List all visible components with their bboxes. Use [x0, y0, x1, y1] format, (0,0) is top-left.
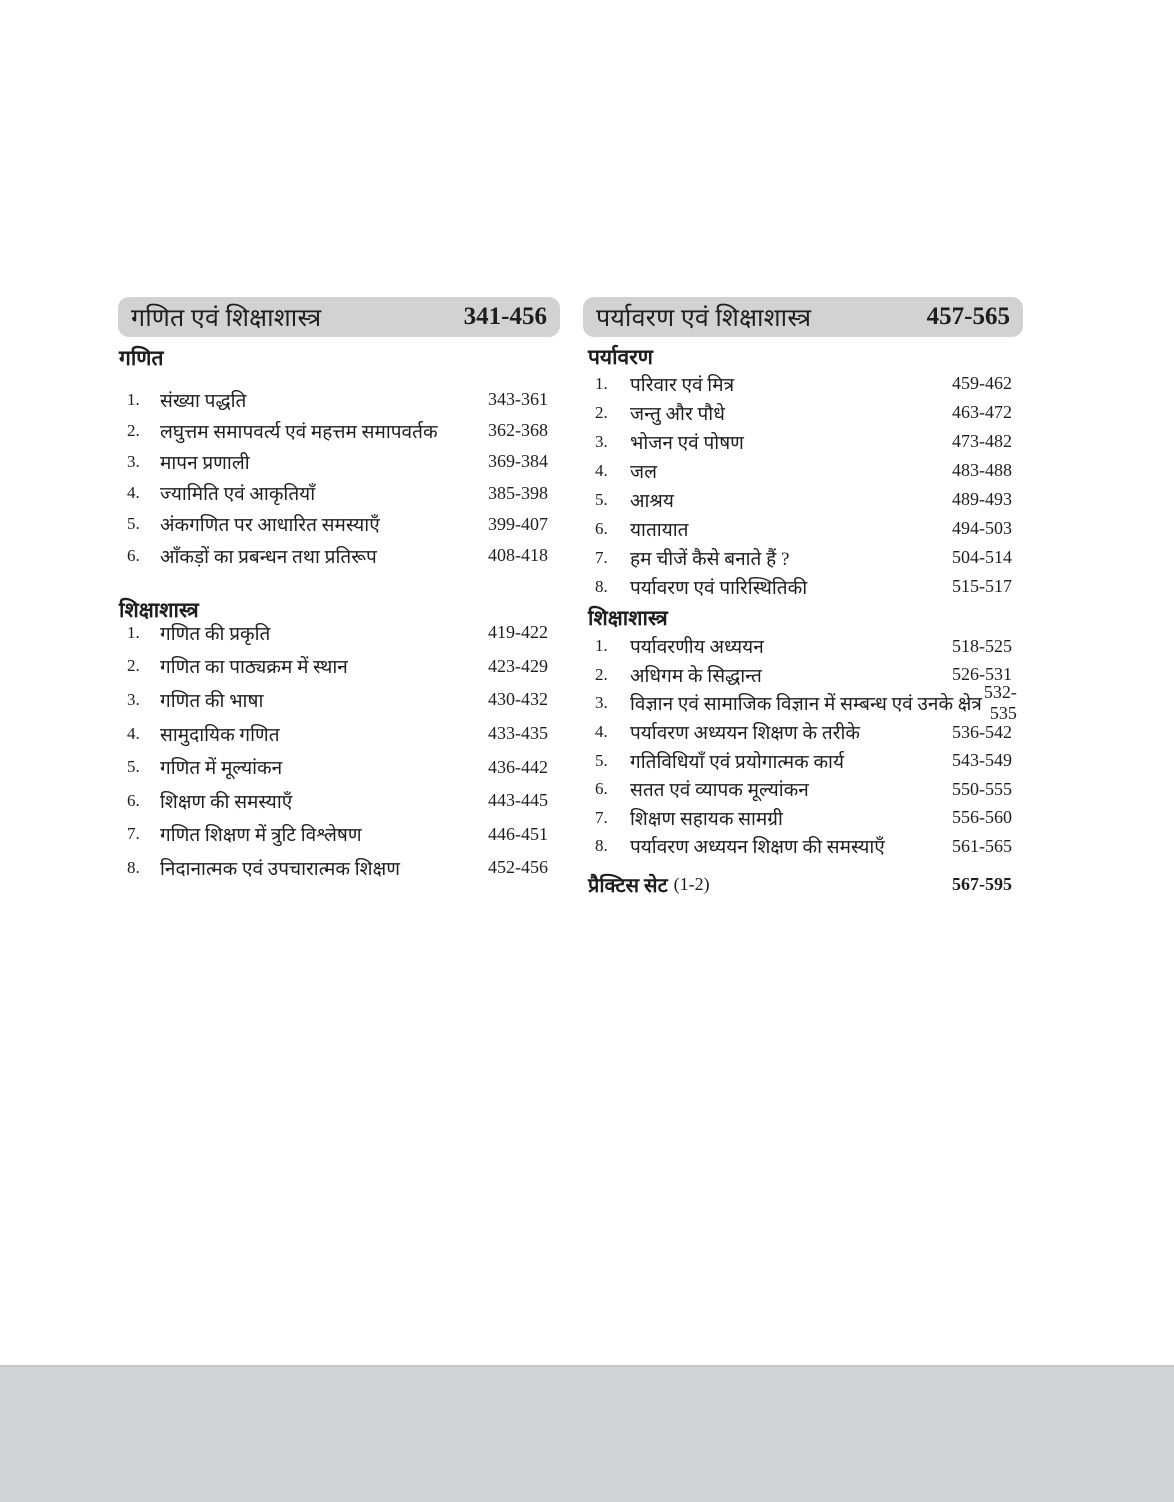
item-page-range: 443-445 [488, 790, 548, 811]
item-number: 5. [595, 489, 608, 509]
item-page-range: 494-503 [952, 518, 1012, 538]
left-header-page-range: 341-456 [463, 303, 547, 330]
item-number: 4. [595, 722, 608, 742]
item-number: 3. [595, 431, 608, 451]
item-title: हम चीजें कैसे बनाते हैं ? [630, 548, 790, 570]
toc-item [595, 632, 1012, 661]
toc-item [127, 384, 548, 415]
item-page-range: 343-361 [488, 389, 548, 410]
right-header-page-range: 457-565 [926, 303, 1010, 330]
practice-set-row [588, 869, 1012, 899]
toc-item [595, 514, 1012, 543]
left-section2-list [127, 616, 548, 885]
item-page-range: 504-514 [952, 547, 1012, 567]
toc-item [595, 427, 1012, 456]
item-number: 4. [127, 483, 140, 503]
item-title: सामुदायिक गणित [160, 724, 280, 746]
item-page-range: 452-456 [488, 857, 548, 878]
item-number: 6. [595, 518, 608, 538]
item-number: 7. [595, 547, 608, 567]
toc-item [127, 750, 548, 784]
item-page-range: 430-432 [488, 689, 548, 710]
item-title: लघुत्तम समापवर्त्य एवं महत्तम समापवर्तक [160, 421, 438, 443]
item-number: 4. [595, 460, 608, 480]
item-page-range: 369-384 [488, 451, 548, 472]
item-page-range: 489-493 [952, 489, 1012, 509]
item-title: संख्या पद्धति [160, 390, 247, 412]
item-number: 2. [595, 402, 608, 422]
item-number: 6. [127, 790, 140, 810]
practice-set-label: प्रैक्टिस सेट [588, 874, 668, 897]
item-page-range: 515-517 [952, 576, 1012, 596]
item-title: भोजन एवं पोषण [630, 432, 744, 454]
item-page-range: 536-542 [952, 721, 1012, 742]
item-title: ज्यामिति एवं आकृतियाँ [160, 484, 316, 506]
item-title: गणित का पाठ्यक्रम में स्थान [160, 657, 348, 679]
item-title: मापन प्रणाली [160, 452, 250, 474]
right-section1-heading: पर्यावरण [588, 345, 653, 369]
toc-item [595, 661, 1012, 690]
toc-item [595, 543, 1012, 572]
item-title: शिक्षण सहायक सामग्री [630, 808, 783, 830]
toc-item [127, 683, 548, 717]
left-column-header [118, 297, 560, 337]
item-number: 5. [595, 750, 608, 770]
item-number: 8. [595, 836, 608, 856]
item-number: 2. [595, 664, 608, 684]
left-section1-heading: गणित [119, 346, 164, 370]
item-number: 3. [127, 689, 140, 709]
item-title: गणित की प्रकृति [160, 623, 271, 645]
toc-item [127, 616, 548, 650]
item-page-range: 362-368 [488, 420, 548, 441]
item-title: विज्ञान एवं सामाजिक विज्ञान में सम्बन्ध एवं उनके क्षेत्र [630, 694, 982, 716]
item-number: 1. [595, 373, 608, 393]
toc-item [127, 717, 548, 751]
item-number: 7. [595, 807, 608, 827]
item-title: आँकड़ों का प्रबन्धन तथा प्रतिरूप [160, 546, 377, 568]
toc-item [595, 718, 1012, 747]
item-title: गणित में मूल्यांकन [160, 758, 283, 780]
toc-item [595, 398, 1012, 427]
item-page-range: 408-418 [488, 545, 548, 566]
left-header-title: गणित एवं शिक्षाशास्त्र [131, 305, 322, 332]
item-number: 1. [127, 622, 140, 642]
item-title: सतत एवं व्यापक मूल्यांकन [630, 780, 809, 802]
toc-item [127, 784, 548, 818]
item-page-range: 419-422 [488, 622, 548, 643]
right-header-title: पर्यावरण एवं शिक्षाशास्त्र [596, 305, 812, 332]
item-number: 1. [595, 636, 608, 656]
toc-item [127, 478, 548, 509]
right-section2-heading: शिक्षाशास्त्र [588, 606, 668, 630]
toc-item [595, 485, 1012, 514]
toc-item [595, 804, 1012, 833]
item-page-range: 433-435 [488, 723, 548, 744]
toc-item [595, 682, 1017, 724]
item-number: 6. [595, 779, 608, 799]
item-number: 4. [127, 723, 140, 743]
left-section1-list [127, 384, 548, 571]
item-number: 1. [127, 389, 140, 409]
toc-item [595, 775, 1012, 804]
item-title: शिक्षण की समस्याएँ [160, 791, 293, 813]
practice-set-count: (1-2) [673, 873, 710, 894]
toc-item [595, 832, 1012, 861]
toc-item [127, 540, 548, 571]
item-number: 5. [127, 514, 140, 534]
item-page-range: 550-555 [952, 778, 1012, 799]
left-section2-heading: शिक्षाशास्त्र [119, 598, 199, 622]
item-number: 3. [595, 693, 608, 713]
item-page-range: 385-398 [488, 482, 548, 503]
right-section1-list [595, 369, 1012, 601]
toc-item [127, 509, 548, 540]
bottom-gray-band [0, 1365, 1174, 1502]
toc-item [127, 818, 548, 852]
item-title: अधिगम के सिद्धान्त [630, 665, 762, 687]
item-number: 6. [127, 545, 140, 565]
item-page-range: 399-407 [488, 513, 548, 534]
toc-item [595, 572, 1012, 601]
item-title: जन्तु और पौधे [630, 403, 725, 425]
item-title: आश्रय [630, 490, 674, 512]
item-title: पर्यावरणीय अध्ययन [630, 637, 764, 659]
item-number: 7. [127, 824, 140, 844]
item-page-range: 561-565 [952, 835, 1012, 856]
item-title: परिवार एवं मित्र [630, 374, 735, 396]
item-page-range: 459-462 [952, 373, 1012, 393]
item-page-range: 526-531 [952, 664, 1012, 685]
item-page-range: 446-451 [488, 823, 548, 844]
toc-item [127, 446, 548, 477]
item-page-range: 483-488 [952, 460, 1012, 480]
right-section2-list [595, 632, 1017, 861]
item-title: गणित की भाषा [160, 690, 264, 712]
item-title: पर्यावरण अध्ययन शिक्षण की समस्याएँ [630, 837, 885, 859]
item-number: 3. [127, 451, 140, 471]
item-page-range: 556-560 [952, 807, 1012, 828]
item-page-range: 473-482 [952, 431, 1012, 451]
item-number: 2. [127, 656, 140, 676]
item-title: पर्यावरण अध्ययन शिक्षण के तरीके [630, 723, 860, 745]
item-title: निदानात्मक एवं उपचारात्मक शिक्षण [160, 858, 400, 880]
right-column-header [583, 297, 1023, 337]
item-title: पर्यावरण एवं पारिस्थितिकी [630, 577, 808, 599]
item-page-range: 518-525 [952, 635, 1012, 656]
item-number: 8. [127, 857, 140, 877]
toc-item [127, 851, 548, 885]
item-page-range: 463-472 [952, 402, 1012, 422]
item-page-range: 532-535 [983, 682, 1017, 724]
item-title: जल [630, 461, 657, 483]
toc-item [595, 746, 1012, 775]
item-page-range: 436-442 [488, 756, 548, 777]
item-title: गतिविधियाँ एवं प्रयोगात्मक कार्य [630, 751, 844, 773]
item-title: गणित शिक्षण में त्रुटि विश्लेषण [160, 825, 362, 847]
item-page-range: 423-429 [488, 655, 548, 676]
item-number: 8. [595, 576, 608, 596]
item-number: 2. [127, 420, 140, 440]
practice-set-page-range: 567-595 [952, 873, 1012, 894]
item-title: यातायात [630, 519, 689, 541]
toc-item [127, 650, 548, 684]
item-title: अंकगणित पर आधारित समस्याएँ [160, 515, 380, 537]
item-number: 5. [127, 757, 140, 777]
toc-item [127, 415, 548, 446]
toc-item [595, 456, 1012, 485]
toc-item [595, 369, 1012, 398]
item-page-range: 543-549 [952, 750, 1012, 771]
